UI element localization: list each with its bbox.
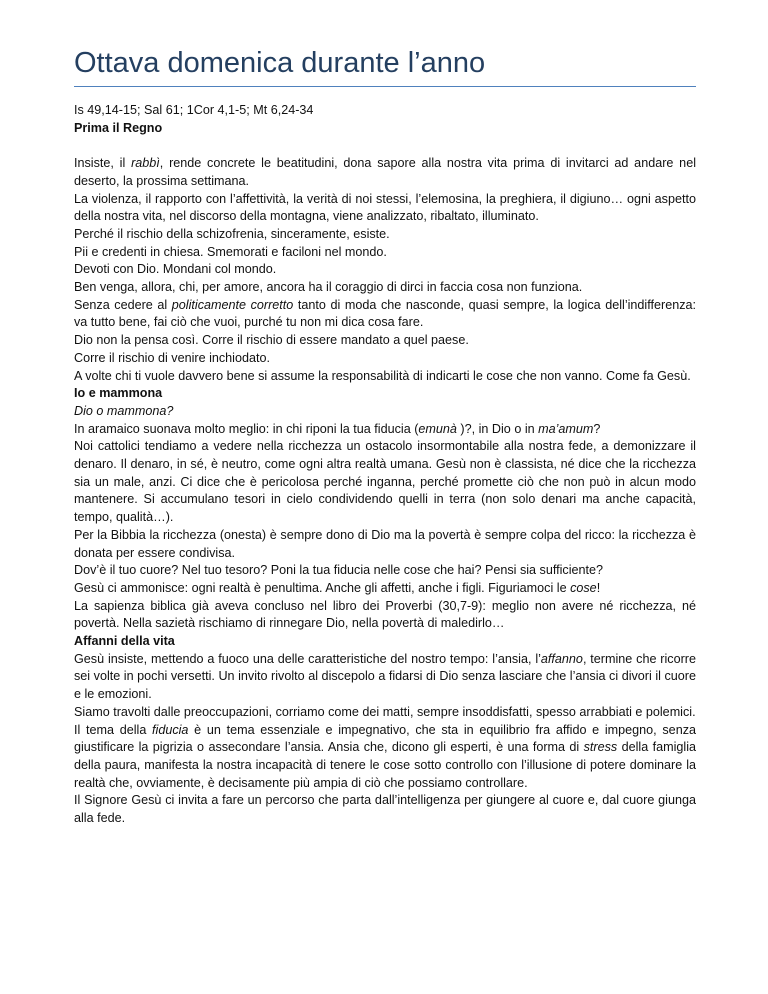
section-heading-io-e-mammona: Io e mammona bbox=[74, 386, 163, 401]
document-title: Ottava domenica durante l’anno bbox=[74, 47, 486, 79]
section-2-body bbox=[74, 421, 696, 633]
body-paragraph: Ben venga, allora, chi, per amore, ancora ha il coraggio di dirci in faccia cosa non funziona. bbox=[74, 280, 583, 295]
body-paragraph: Il Signore Gesù ci invita a fare un percorso che parta dall’intelligenza per giungere al cuore e, dal cuore giunga alla fede. bbox=[74, 793, 696, 826]
italic-term: rabbì bbox=[131, 156, 160, 171]
body-paragraph: Perché il rischio della schizofrenia, sinceramente, esiste. bbox=[74, 226, 390, 241]
body-paragraph: Pii e credenti in chiesa. Smemorati e faciloni nel mondo. bbox=[74, 244, 387, 259]
body-paragraph: Insiste, il rabbì, rende concrete le beatitudini, dona sapore alla nostra vita prima di invitarci ad andare nel deserto, la prossima settimana. bbox=[74, 156, 696, 188]
italic-term: emunà bbox=[418, 421, 457, 436]
body-paragraph: Gesù ci ammonisce: ogni realtà è penultima. Anche gli affetti, anche i figli. Figuriamoci le cose! bbox=[74, 580, 601, 595]
blank-line bbox=[74, 137, 696, 155]
italic-term: affanno bbox=[540, 651, 583, 666]
body-paragraph: Dio non la pensa così. Corre il rischio di essere mandato a quel paese. bbox=[74, 333, 469, 348]
document-page bbox=[74, 44, 696, 828]
body-paragraph: Per la Bibbia la ricchezza (onesta) è sempre dono di Dio ma la povertà è sempre colpa del ricco: la ricchezza è donata per essere condivisa. bbox=[74, 527, 696, 560]
section-subheading-dio-o-mammona bbox=[74, 403, 696, 421]
body-paragraph: Senza cedere al politicamente corretto tanto di moda che nasconde, quasi sempre, la logica dell’indifferenza: va tutto bene, fai ciò che vuoi, purché tu non mi dica cosa fare. bbox=[74, 297, 697, 330]
body-paragraph: In aramaico suonava molto meglio: in chi riponi la tua fiducia (emunà )?, in Dio o in ma’amum? bbox=[74, 421, 601, 436]
body-paragraph: A volte chi ti vuole davvero bene si assume la responsabilità di indicarti le cose che non vanno. Come fa Gesù. bbox=[74, 368, 691, 383]
body-paragraph: Devoti con Dio. Mondani col mondo. bbox=[74, 262, 277, 277]
body-paragraph: La violenza, il rapporto con l’affettività, la verità di noi stessi, l’elemosina, la preghiera, il digiuno… ogni aspetto della nostra vita, nel discorso della montagna, viene analizzato, ribaltato, illuminato. bbox=[74, 191, 696, 224]
title-underline bbox=[74, 86, 696, 87]
section-heading-affanni-della-vita: Affanni della vita bbox=[74, 634, 175, 649]
italic-term: cose bbox=[570, 580, 597, 595]
body-paragraph: Corre il rischio di venire inchiodato. bbox=[74, 350, 270, 365]
subheading-text: Dio o mammona? bbox=[74, 403, 174, 418]
section-title-prima-il-regno: Prima il Regno bbox=[74, 120, 163, 135]
body-paragraph: Il tema della fiducia è un tema essenziale e impegnativo, che sta in equilibrio fra affido e impegno, senza giustificare la pigrizia o assecondare l’ansia. Ansia che, dicono gli esperti, è una forma di stress della famiglia della paura, manifesta la nostra incapacità di tenere le cose sotto controllo con l’illusione di potere dominare la realtà che, ovviamente, è decisamente più ampia di ciò che possiamo controllare. bbox=[74, 722, 696, 790]
body-paragraph: Dov’è il tuo cuore? Nel tuo tesoro? Poni la tua fiducia nelle cose che hai? Pensi sia sufficiente? bbox=[74, 563, 604, 578]
italic-term: politicamente corretto bbox=[171, 297, 294, 312]
body-paragraph: La sapienza biblica già aveva concluso nel libro dei Proverbi (30,7-9): meglio non avere né ricchezza, né povertà. Nella sazietà rischiamo di rinnegare Dio, nella povertà di maledirlo… bbox=[74, 598, 696, 631]
italic-term: ma’amum bbox=[538, 421, 594, 436]
body-paragraph: Siamo travolti dalle preoccupazioni, corriamo come dei matti, sempre insoddisfatti, spesso arrabbiati e polemici. bbox=[74, 704, 696, 719]
body-paragraph: Noi cattolici tendiamo a vedere nella ricchezza un ostacolo insormontabile alla nostra fede, a demonizzare il denaro. Il denaro, in sé, è neutro, come ogni altra realtà umana. Gesù non è classista, né dice che la ricchezza sia un male, anzi. Ci dice che è pericolosa perché inganna, perché promette ciò che non può in alcun modo mantenere. Si accumulano tesori in cielo condividendo quelli in terra (non solo denari ma anche capacità, tempo, qualità…). bbox=[74, 439, 696, 525]
italic-term: stress bbox=[583, 740, 618, 755]
body-paragraph: Gesù insiste, mettendo a fuoco una delle caratteristiche del nostro tempo: l’ansia, l’affanno, termine che ricorre sei volte in pochi versetti. Un invito rivolto al discepolo a fidarsi di Dio senza lasciare che l’ansia ci divori il cuore e le emozioni. bbox=[74, 651, 696, 702]
section-1-body bbox=[74, 155, 696, 385]
section-3-body bbox=[74, 651, 696, 828]
italic-term: fiducia bbox=[152, 722, 189, 737]
scripture-references: Is 49,14-15; Sal 61; 1Cor 4,1-5; Mt 6,24-34 bbox=[74, 103, 314, 117]
